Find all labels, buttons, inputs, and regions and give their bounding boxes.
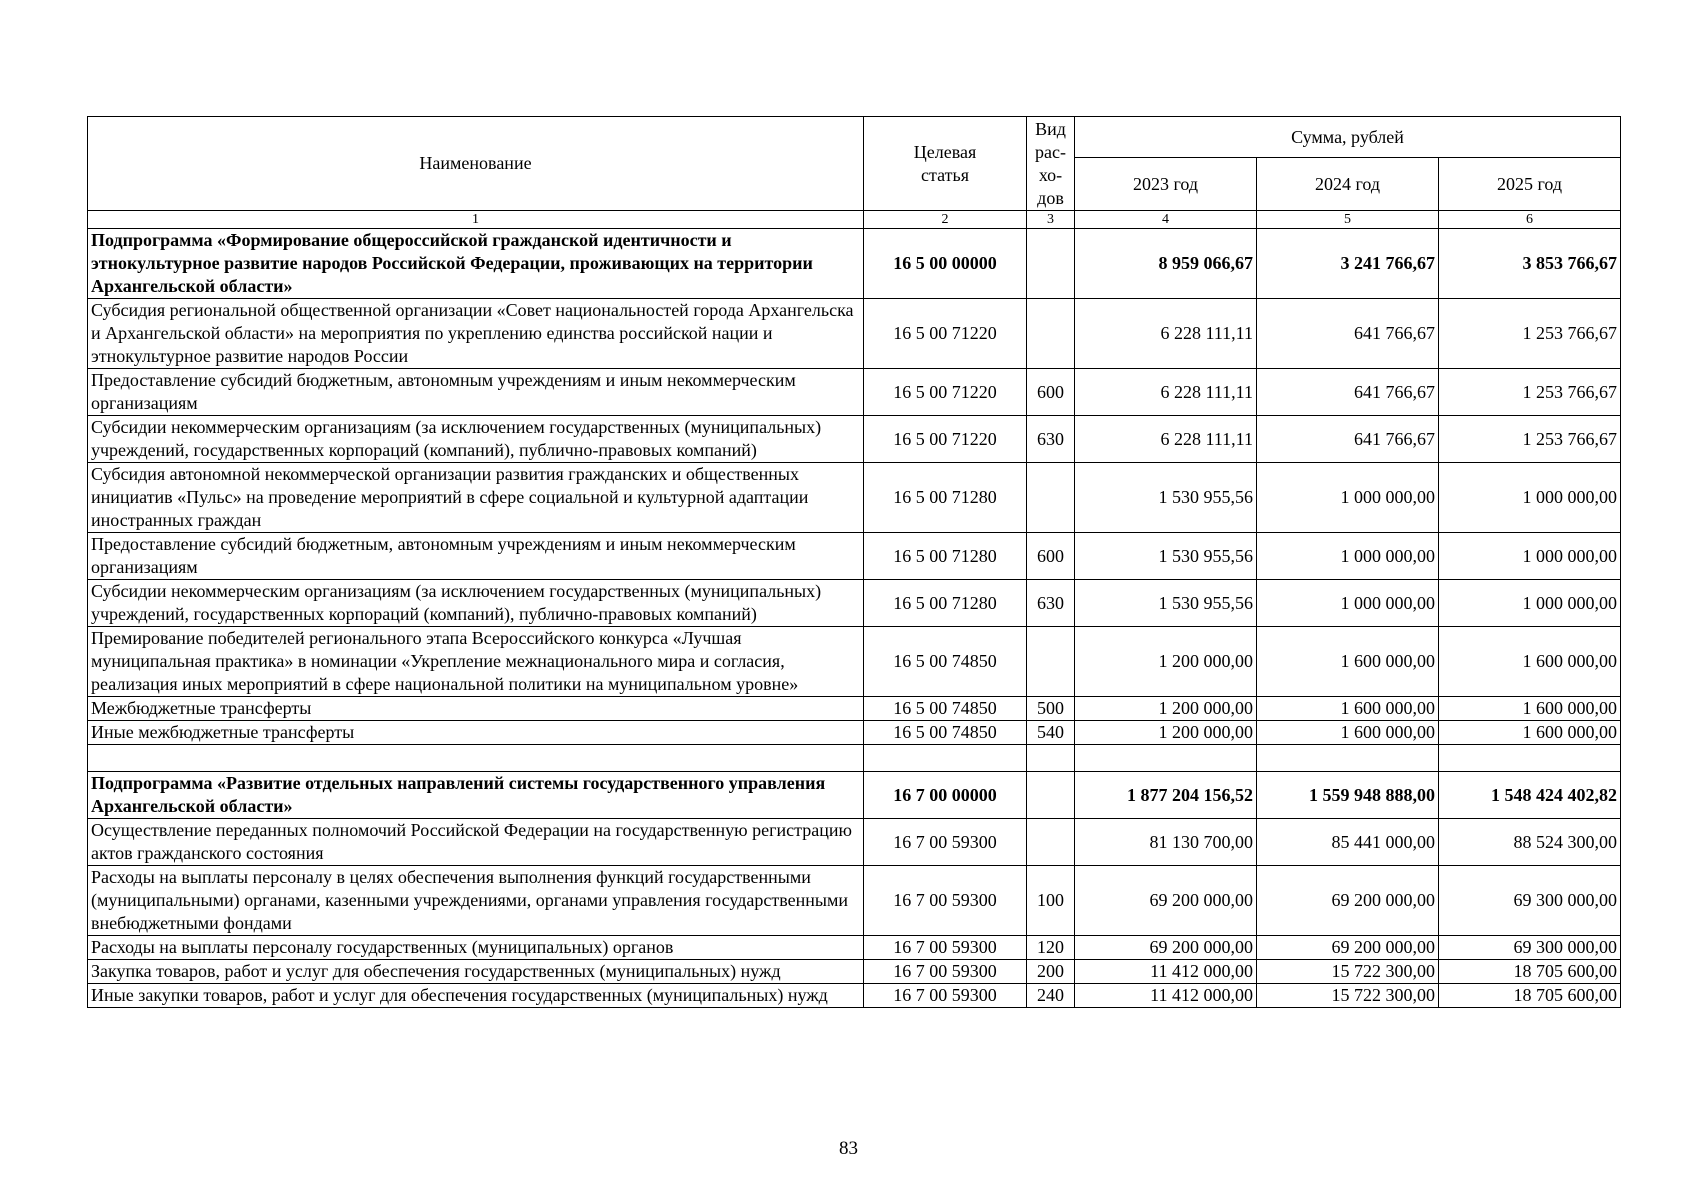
row-sum-2024: 1 600 000,00 xyxy=(1257,721,1439,745)
row-sum-2025: 18 705 600,00 xyxy=(1439,960,1621,984)
row-sum-2023: 81 130 700,00 xyxy=(1075,819,1257,866)
row-sum-2023: 69 200 000,00 xyxy=(1075,866,1257,936)
row-target-code: 16 5 00 00000 xyxy=(864,229,1027,299)
column-index-row xyxy=(88,211,1621,229)
row-target-code xyxy=(864,745,1027,772)
row-sum-2023 xyxy=(1075,745,1257,772)
row-target-code: 16 7 00 59300 xyxy=(864,960,1027,984)
row-sum-2023: 6 228 111,11 xyxy=(1075,369,1257,416)
header-year-2025: 2025 год xyxy=(1439,158,1621,211)
row-sum-2025: 3 853 766,67 xyxy=(1439,229,1621,299)
row-sum-2023: 1 200 000,00 xyxy=(1075,697,1257,721)
row-sum-2025: 1 253 766,67 xyxy=(1439,416,1621,463)
row-target-code: 16 5 00 74850 xyxy=(864,697,1027,721)
row-sum-2024: 641 766,67 xyxy=(1257,299,1439,369)
table-row xyxy=(88,984,1621,1008)
row-sum-2024: 1 000 000,00 xyxy=(1257,580,1439,627)
column-index: 5 xyxy=(1257,211,1439,229)
empty-row xyxy=(88,745,1621,772)
row-sum-2023: 1 200 000,00 xyxy=(1075,627,1257,697)
row-target-code: 16 5 00 71280 xyxy=(864,463,1027,533)
row-sum-2024: 641 766,67 xyxy=(1257,416,1439,463)
row-target-code: 16 5 00 71220 xyxy=(864,369,1027,416)
column-index: 6 xyxy=(1439,211,1621,229)
header-vid-line: хо- xyxy=(1038,164,1063,185)
column-index: 3 xyxy=(1027,211,1075,229)
table-row xyxy=(88,416,1621,463)
row-target-code: 16 7 00 59300 xyxy=(864,819,1027,866)
row-name: Премирование победителей регионального этапа Всероссийского конкурса «Лучшая муниципальная практика» в номинации «Укрепление межнационального мира и согласия, реализация иных мероприятий в сфере национальной политики на муниципальном уровне» xyxy=(88,627,864,697)
row-name: Предоставление субсидий бюджетным, автономным учреждениям и иным некоммерческим организациям xyxy=(88,533,864,580)
table-row xyxy=(88,721,1621,745)
table-row xyxy=(88,627,1621,697)
row-sum-2024: 69 200 000,00 xyxy=(1257,936,1439,960)
row-sum-2024 xyxy=(1257,745,1439,772)
table-row xyxy=(88,697,1621,721)
row-expense-type: 120 xyxy=(1027,936,1075,960)
row-name: Иные закупки товаров, работ и услуг для обеспечения государственных (муниципальных) нужд xyxy=(88,984,864,1008)
row-expense-type xyxy=(1027,463,1075,533)
row-expense-type xyxy=(1027,819,1075,866)
row-name: Межбюджетные трансферты xyxy=(88,697,864,721)
header-vid-line: рас- xyxy=(1035,141,1066,162)
row-sum-2024: 69 200 000,00 xyxy=(1257,866,1439,936)
row-sum-2023: 1 530 955,56 xyxy=(1075,533,1257,580)
row-sum-2025 xyxy=(1439,745,1621,772)
row-target-code: 16 5 00 74850 xyxy=(864,627,1027,697)
row-sum-2023: 1 877 204 156,52 xyxy=(1075,772,1257,819)
row-expense-type: 540 xyxy=(1027,721,1075,745)
row-sum-2024: 1 559 948 888,00 xyxy=(1257,772,1439,819)
row-target-code: 16 7 00 59300 xyxy=(864,866,1027,936)
row-sum-2023: 6 228 111,11 xyxy=(1075,299,1257,369)
row-sum-2024: 1 000 000,00 xyxy=(1257,533,1439,580)
header-name: Наименование xyxy=(88,117,864,211)
row-sum-2023: 1 200 000,00 xyxy=(1075,721,1257,745)
row-name: Субсидии некоммерческим организациям (за исключением государственных (муниципальных) учреждений, государственных корпораций (компаний), публично-правовых компаний) xyxy=(88,416,864,463)
row-expense-type: 200 xyxy=(1027,960,1075,984)
row-target-code: 16 5 00 71220 xyxy=(864,299,1027,369)
row-name: Подпрограмма «Развитие отдельных направлений системы государственного управления Архангельской области» xyxy=(88,772,864,819)
table-row xyxy=(88,819,1621,866)
table-row xyxy=(88,960,1621,984)
row-sum-2025: 1 253 766,67 xyxy=(1439,369,1621,416)
row-sum-2023: 8 959 066,67 xyxy=(1075,229,1257,299)
table-row xyxy=(88,866,1621,936)
row-name: Расходы на выплаты персоналу в целях обеспечения выполнения функций государственными (муниципальными) органами, казенными учреждениями, органами управления государственными внебюджетными фондами xyxy=(88,866,864,936)
row-target-code: 16 5 00 71220 xyxy=(864,416,1027,463)
header-year-2023: 2023 год xyxy=(1075,158,1257,211)
header-vid xyxy=(1027,117,1075,211)
header-year-2024: 2024 год xyxy=(1257,158,1439,211)
row-expense-type xyxy=(1027,745,1075,772)
row-target-code: 16 5 00 71280 xyxy=(864,533,1027,580)
row-expense-type xyxy=(1027,229,1075,299)
row-expense-type: 500 xyxy=(1027,697,1075,721)
row-sum-2024: 1 600 000,00 xyxy=(1257,697,1439,721)
row-name: Закупка товаров, работ и услуг для обеспечения государственных (муниципальных) нужд xyxy=(88,960,864,984)
row-sum-2023: 69 200 000,00 xyxy=(1075,936,1257,960)
row-sum-2023: 1 530 955,56 xyxy=(1075,463,1257,533)
table-row xyxy=(88,772,1621,819)
row-expense-type: 600 xyxy=(1027,369,1075,416)
row-target-code: 16 7 00 59300 xyxy=(864,936,1027,960)
row-sum-2025: 88 524 300,00 xyxy=(1439,819,1621,866)
row-expense-type: 630 xyxy=(1027,416,1075,463)
table-row xyxy=(88,229,1621,299)
column-index: 2 xyxy=(864,211,1027,229)
row-expense-type xyxy=(1027,299,1075,369)
table-row xyxy=(88,533,1621,580)
row-name: Субсидия региональной общественной организации «Совет национальностей города Архангельска и Архангельской области» на мероприятия по укреплению единства российской нации и этнокультурное развитие народов России xyxy=(88,299,864,369)
row-expense-type: 600 xyxy=(1027,533,1075,580)
budget-table xyxy=(87,116,1621,1008)
row-target-code: 16 7 00 00000 xyxy=(864,772,1027,819)
row-sum-2025: 18 705 600,00 xyxy=(1439,984,1621,1008)
row-expense-type: 100 xyxy=(1027,866,1075,936)
row-sum-2023: 6 228 111,11 xyxy=(1075,416,1257,463)
row-sum-2025: 1 600 000,00 xyxy=(1439,721,1621,745)
row-target-code: 16 5 00 74850 xyxy=(864,721,1027,745)
row-expense-type: 630 xyxy=(1027,580,1075,627)
header-target-line1: Целевая xyxy=(913,141,977,162)
row-sum-2024: 1 000 000,00 xyxy=(1257,463,1439,533)
row-sum-2023: 11 412 000,00 xyxy=(1075,984,1257,1008)
row-name: Подпрограмма «Формирование общероссийской гражданской идентичности и этнокультурное развитие народов Российской Федерации, проживающих на территории Архангельской области» xyxy=(88,229,864,299)
header-target-line2: статья xyxy=(921,164,969,185)
row-name: Осуществление переданных полномочий Российской Федерации на государственную регистрацию актов гражданского состояния xyxy=(88,819,864,866)
row-sum-2025: 1 000 000,00 xyxy=(1439,533,1621,580)
row-sum-2023: 1 530 955,56 xyxy=(1075,580,1257,627)
table-row xyxy=(88,580,1621,627)
row-expense-type: 240 xyxy=(1027,984,1075,1008)
row-sum-2024: 1 600 000,00 xyxy=(1257,627,1439,697)
row-sum-2024: 3 241 766,67 xyxy=(1257,229,1439,299)
row-expense-type xyxy=(1027,627,1075,697)
row-sum-2025: 69 300 000,00 xyxy=(1439,936,1621,960)
header-vid-line: Вид xyxy=(1035,118,1066,139)
table-row xyxy=(88,299,1621,369)
row-name: Субсидия автономной некоммерческой организации развития гражданских и общественных инициатив «Пульс» на проведение мероприятий в сфере социальной и культурной адаптации иностранных граждан xyxy=(88,463,864,533)
header-target xyxy=(864,117,1027,211)
row-name: Расходы на выплаты персоналу государственных (муниципальных) органов xyxy=(88,936,864,960)
row-sum-2024: 641 766,67 xyxy=(1257,369,1439,416)
row-expense-type xyxy=(1027,772,1075,819)
row-target-code: 16 7 00 59300 xyxy=(864,984,1027,1008)
column-index: 1 xyxy=(88,211,864,229)
row-name: Иные межбюджетные трансферты xyxy=(88,721,864,745)
row-sum-2024: 15 722 300,00 xyxy=(1257,984,1439,1008)
row-name: Субсидии некоммерческим организациям (за исключением государственных (муниципальных) учреждений, государственных корпораций (компаний), публично-правовых компаний) xyxy=(88,580,864,627)
header-sum: Сумма, рублей xyxy=(1075,117,1621,158)
table-row xyxy=(88,936,1621,960)
table-row xyxy=(88,463,1621,533)
row-sum-2024: 15 722 300,00 xyxy=(1257,960,1439,984)
row-sum-2025: 1 548 424 402,82 xyxy=(1439,772,1621,819)
row-name xyxy=(88,745,864,772)
row-sum-2025: 1 000 000,00 xyxy=(1439,580,1621,627)
page-number: 83 xyxy=(839,1138,858,1159)
row-sum-2025: 1 000 000,00 xyxy=(1439,463,1621,533)
table-row xyxy=(88,369,1621,416)
row-sum-2025: 1 600 000,00 xyxy=(1439,697,1621,721)
row-sum-2025: 1 600 000,00 xyxy=(1439,627,1621,697)
column-index: 4 xyxy=(1075,211,1257,229)
row-sum-2024: 85 441 000,00 xyxy=(1257,819,1439,866)
row-name: Предоставление субсидий бюджетным, автономным учреждениям и иным некоммерческим организациям xyxy=(88,369,864,416)
row-target-code: 16 5 00 71280 xyxy=(864,580,1027,627)
row-sum-2025: 69 300 000,00 xyxy=(1439,866,1621,936)
row-sum-2025: 1 253 766,67 xyxy=(1439,299,1621,369)
row-sum-2023: 11 412 000,00 xyxy=(1075,960,1257,984)
header-vid-line: дов xyxy=(1037,187,1064,208)
